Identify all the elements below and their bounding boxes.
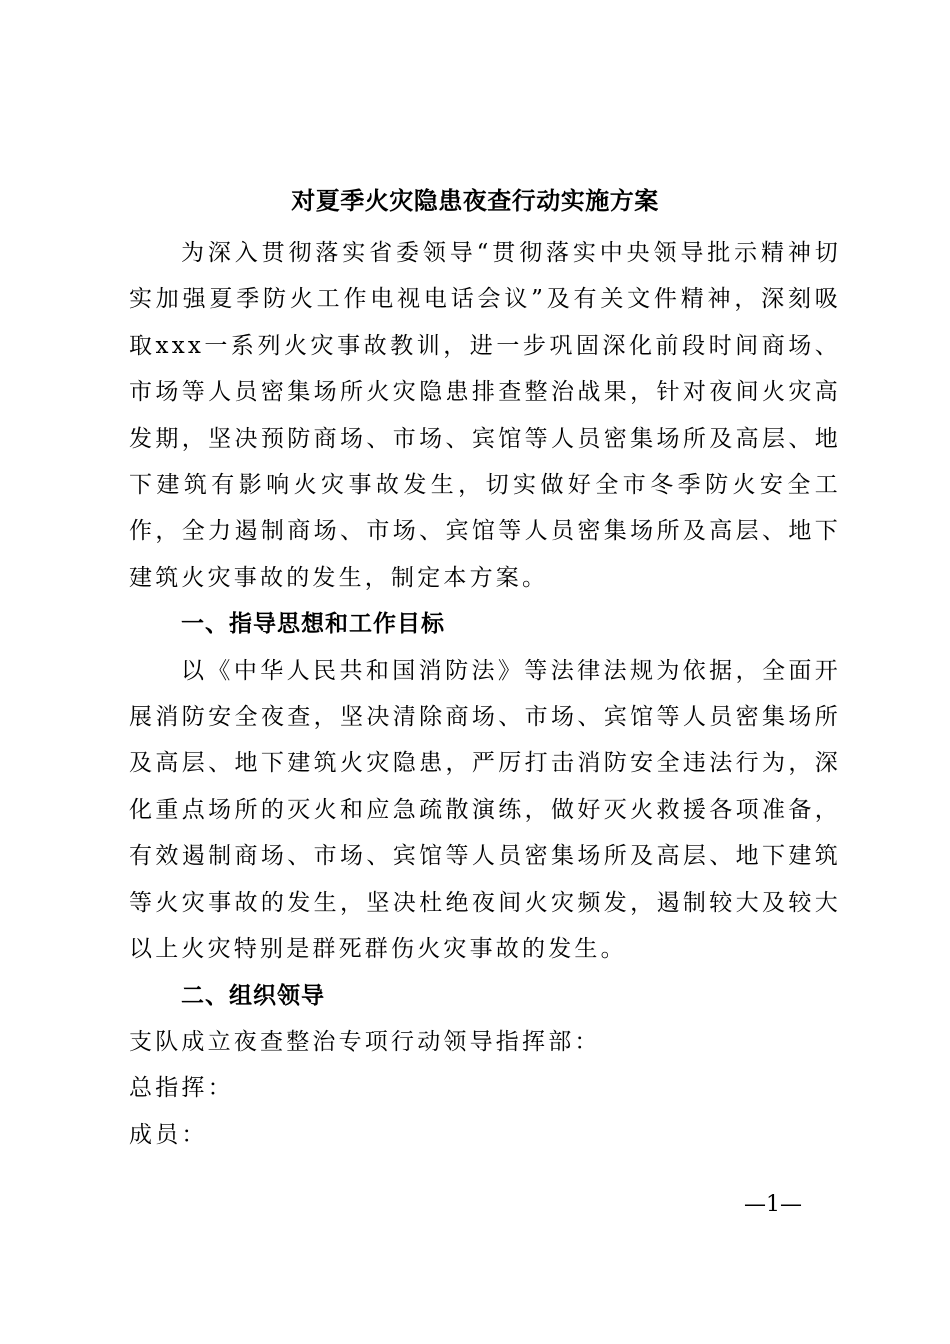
document-title: 对夏季火灾隐患夜查行动实施方案 bbox=[291, 186, 659, 215]
section-1-paragraph: 以《中华人民共和国消防法》等法律法规为依据，全面开展消防安全夜查，坚决清除商场、市场、宾馆等人员密集场所及高层、地下建筑火灾隐患，严厉打击消防安全违法行为，深化重点场所的灭火和应急疏散演练，做好灭火救援各项准备，有效遏制商场、市场、宾馆等人员密集场所及高层、地下建筑等火灾事故的发生，坚决杜绝夜间火灾频发，遏制较大及较大以上火灾特别是群死群伤火灾事故的发生。 bbox=[129, 657, 841, 963]
intro-paragraph: 为深入贯彻落实省委领导“贯彻落实中央领导批示精神切实加强夏季防火工作电视电话会议”及有关文件精神，深刻吸取xxx一系列火灾事故教训，进一步巩固深化前段时间商场、市场等人员密集场所火灾隐患排查整治战果，针对夜间火灾高发期，坚决预防商场、市场、宾馆等人员密集场所及高层、地下建筑有影响火灾事故发生，切实做好全市冬季防火安全工作，全力遏制商场、市场、宾馆等人员密集场所及高层、地下建筑火灾事故的发生，制定本方案。 bbox=[129, 240, 841, 591]
page-number: —1— bbox=[744, 1192, 802, 1217]
document-body bbox=[129, 230, 841, 1158]
section-1-heading: 一、指导思想和工作目标 bbox=[181, 611, 445, 638]
members-label: 成员： bbox=[129, 1121, 208, 1148]
org-line: 支队成立夜查整治专项行动领导指挥部： bbox=[129, 1028, 601, 1055]
section-2-heading: 二、组织领导 bbox=[181, 982, 325, 1009]
commander-label: 总指挥： bbox=[129, 1075, 234, 1102]
